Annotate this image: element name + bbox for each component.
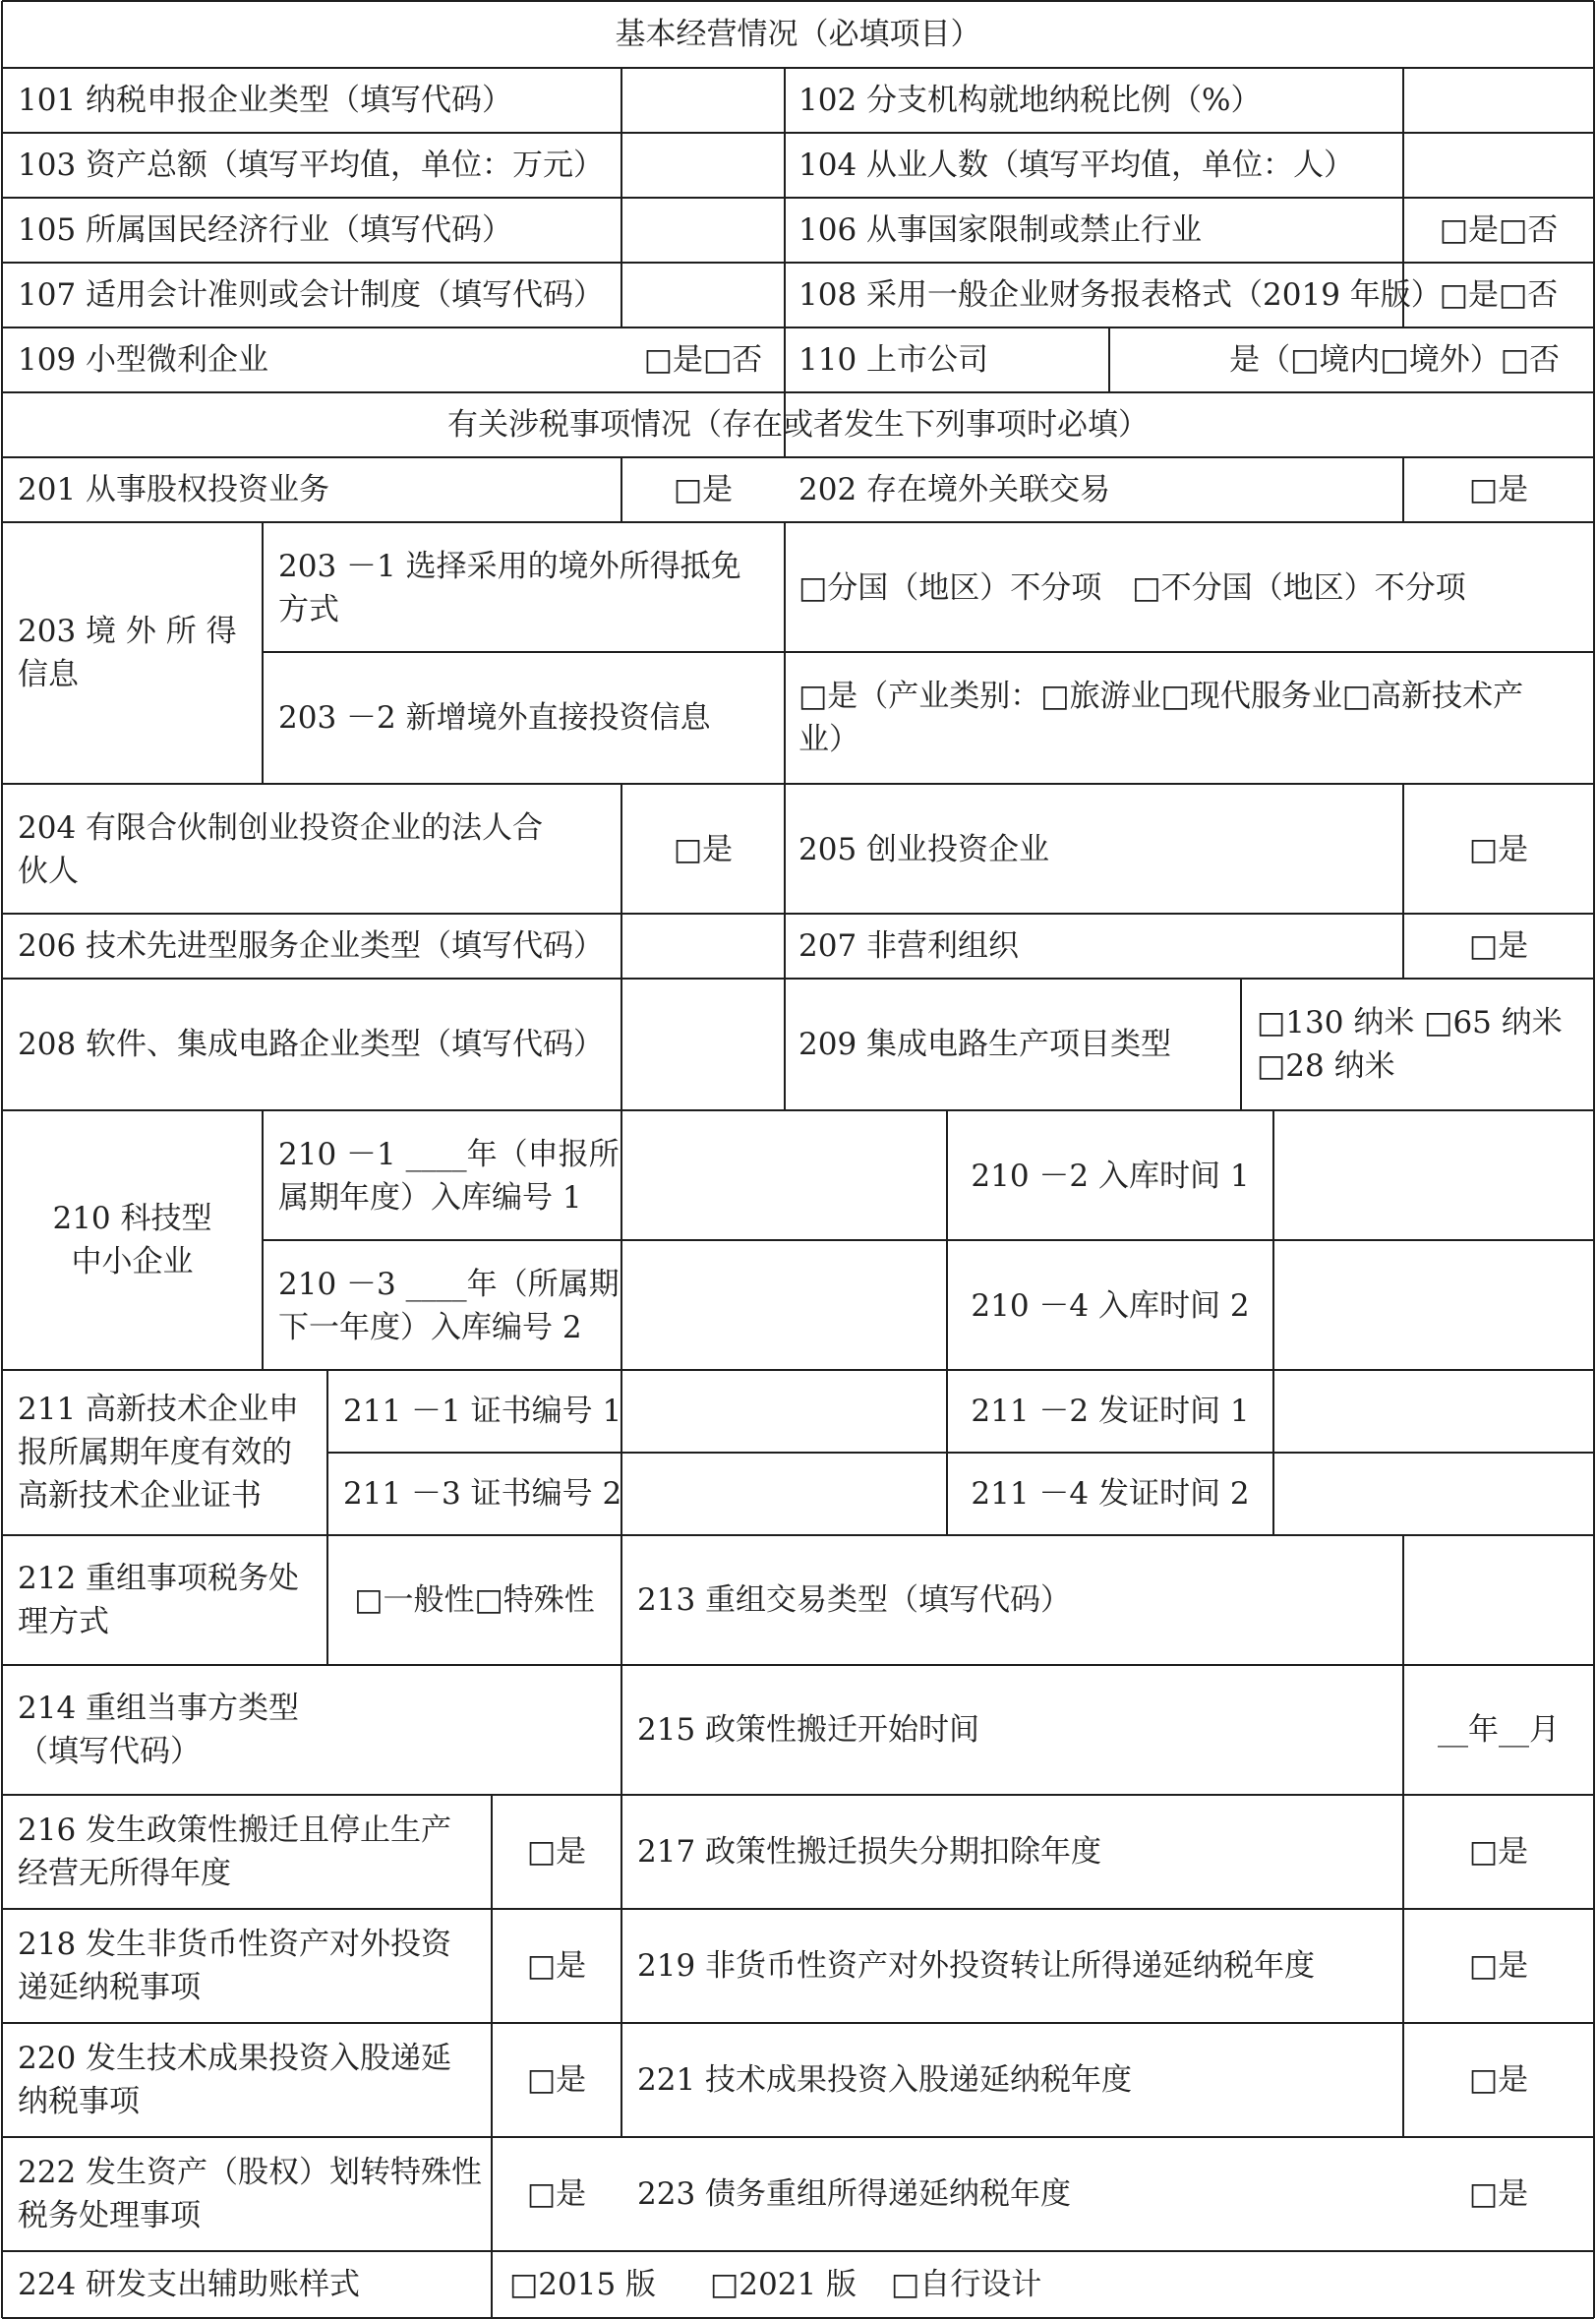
row-205-option[interactable]: □是: [1468, 832, 1529, 867]
row-210-4-label: 210 －4 入库时间 2: [971, 1288, 1250, 1324]
row-222-label-line2: 税务处理事项: [18, 2198, 201, 2233]
row-216-label-line2: 经营无所得年度: [18, 1856, 231, 1891]
row-201-label: 201 从事股权投资业务: [18, 472, 330, 507]
row-106-label: 106 从事国家限制或禁止行业: [798, 212, 1203, 248]
row-218-label-line2: 递延纳税事项: [18, 1970, 201, 2005]
row-215-value[interactable]: __年__月: [1438, 1712, 1560, 1748]
row-211-3-label: 211 －3 证书编号 2: [343, 1476, 622, 1512]
row-109-label: 109 小型微利企业: [18, 342, 269, 378]
row-204-label-line2: 伙人: [18, 854, 79, 889]
row-209-label: 209 集成电路生产项目类型: [798, 1027, 1172, 1062]
row-203-2-label: 203 －2 新增境外直接投资信息: [278, 700, 711, 736]
row-203-label-line2: 信息: [18, 657, 79, 692]
row-106-options[interactable]: □是□否: [1439, 212, 1559, 248]
row-223-option[interactable]: □是: [1468, 2176, 1529, 2212]
row-214-label-line2: （填写代码）: [18, 1734, 201, 1769]
row-110-options[interactable]: 是（□境内□境外）□否: [1229, 342, 1560, 378]
row-213-label: 213 重组交易类型（填写代码）: [637, 1582, 1072, 1618]
row-211-label-line3: 高新技术企业证书: [18, 1478, 262, 1514]
row-203-1-label-line2: 方式: [278, 592, 339, 627]
row-224-option-2015[interactable]: □2015 版: [509, 2267, 657, 2302]
row-210-2-label: 210 －2 入库时间 1: [971, 1159, 1250, 1194]
row-218-label-line1: 218 发生非货币性资产对外投资: [18, 1927, 452, 1962]
row-216-label-line1: 216 发生政策性搬迁且停止生产: [18, 1813, 452, 1848]
row-211-4-label: 211 －4 发证时间 2: [971, 1476, 1250, 1512]
row-224-option-2021[interactable]: □2021 版: [710, 2267, 857, 2302]
row-204-option[interactable]: □是: [673, 832, 734, 867]
row-210-label-line1: 210 科技型: [52, 1201, 212, 1236]
row-212-label-line1: 212 重组事项税务处: [18, 1561, 300, 1596]
row-204-label-line1: 204 有限合伙制创业投资企业的法人合: [18, 810, 544, 846]
row-203-2-options-line2: 业）: [798, 722, 859, 757]
row-210-1-label-line2: 属期年度）入库编号 1: [278, 1180, 582, 1216]
row-219-option[interactable]: □是: [1468, 1948, 1529, 1984]
row-203-1-label-line1: 203 －1 选择采用的境外所得抵免: [278, 549, 741, 584]
row-210-3-label-line1: 210 －3 ____年（所属期: [278, 1267, 620, 1302]
row-103-label: 103 资产总额（填写平均值，单位：万元）: [18, 148, 605, 183]
row-217-label: 217 政策性搬迁损失分期扣除年度: [637, 1834, 1102, 1870]
section-tax-matters-title: 有关涉税事项情况（存在或者发生下列事项时必填）: [447, 407, 1149, 443]
row-102-label: 102 分支机构就地纳税比例（%）: [798, 83, 1262, 118]
row-224-label: 224 研发支出辅助账样式: [18, 2267, 361, 2302]
row-214-label-line1: 214 重组当事方类型: [18, 1691, 300, 1726]
row-209-options-line1[interactable]: □130 纳米 □65 纳米: [1257, 1005, 1563, 1041]
row-209-options-line2[interactable]: □28 纳米: [1257, 1048, 1395, 1084]
row-221-option[interactable]: □是: [1468, 2062, 1529, 2098]
row-212-options[interactable]: □一般性□特殊性: [354, 1582, 595, 1618]
row-110-label: 110 上市公司: [798, 342, 989, 378]
row-219-label: 219 非货币性资产对外投资转让所得递延纳税年度: [637, 1948, 1316, 1984]
row-207-label: 207 非营利组织: [798, 928, 1020, 964]
row-217-option[interactable]: □是: [1468, 1834, 1529, 1870]
row-201-option[interactable]: □是: [673, 472, 734, 507]
row-211-label-line2: 报所属期年度有效的: [18, 1435, 292, 1470]
row-210-label-line2: 中小企业: [71, 1244, 194, 1279]
row-223-label: 223 债务重组所得递延纳税年度: [637, 2176, 1072, 2212]
row-211-2-label: 211 －2 发证时间 1: [971, 1394, 1250, 1429]
row-104-label: 104 从业人数（填写平均值，单位：人）: [798, 148, 1355, 183]
row-206-label: 206 技术先进型服务企业类型（填写代码）: [18, 928, 605, 964]
row-210-1-label-line1: 210 －1 ____年（申报所: [278, 1137, 620, 1172]
row-220-option[interactable]: □是: [526, 2062, 587, 2098]
row-212-label-line2: 理方式: [18, 1604, 109, 1639]
row-203-2-options-line1[interactable]: □是（产业类别：□旅游业□现代服务业□高新技术产: [798, 679, 1524, 714]
row-109-options[interactable]: □是□否: [643, 342, 763, 378]
row-222-option[interactable]: □是: [526, 2176, 587, 2212]
row-222-label-line1: 222 发生资产（股权）划转特殊性: [18, 2155, 483, 2190]
row-203-1-options[interactable]: □分国（地区）不分项 □不分国（地区）不分项: [798, 570, 1466, 606]
row-216-option[interactable]: □是: [526, 1834, 587, 1870]
row-203-label-line1: 203 境 外 所 得: [18, 614, 237, 649]
row-220-label-line1: 220 发生技术成果投资入股递延: [18, 2041, 452, 2076]
row-101-label: 101 纳税申报企业类型（填写代码）: [18, 83, 513, 118]
row-211-1-label: 211 －1 证书编号 1: [343, 1394, 622, 1429]
row-224-option-custom[interactable]: □自行设计: [891, 2267, 1042, 2302]
row-211-label-line1: 211 高新技术企业申: [18, 1392, 300, 1427]
row-105-label: 105 所属国民经济行业（填写代码）: [18, 212, 513, 248]
row-108-label: 108 采用一般企业财务报表格式（2019 年版）: [798, 277, 1442, 313]
row-202-option[interactable]: □是: [1468, 472, 1529, 507]
row-210-3-label-line2: 下一年度）入库编号 2: [278, 1310, 582, 1345]
row-108-options[interactable]: □是□否: [1439, 277, 1559, 313]
row-107-label: 107 适用会计准则或会计制度（填写代码）: [18, 277, 605, 313]
row-218-option[interactable]: □是: [526, 1948, 587, 1984]
row-208-label: 208 软件、集成电路企业类型（填写代码）: [18, 1027, 605, 1062]
row-202-label: 202 存在境外关联交易: [798, 472, 1111, 507]
row-220-label-line2: 纳税事项: [18, 2084, 140, 2119]
section-basic-title: 基本经营情况（必填项目）: [615, 17, 981, 52]
row-215-label: 215 政策性搬迁开始时间: [637, 1712, 980, 1748]
row-207-option[interactable]: □是: [1468, 928, 1529, 964]
row-205-label: 205 创业投资企业: [798, 832, 1050, 867]
row-221-label: 221 技术成果投资入股递延纳税年度: [637, 2062, 1133, 2098]
